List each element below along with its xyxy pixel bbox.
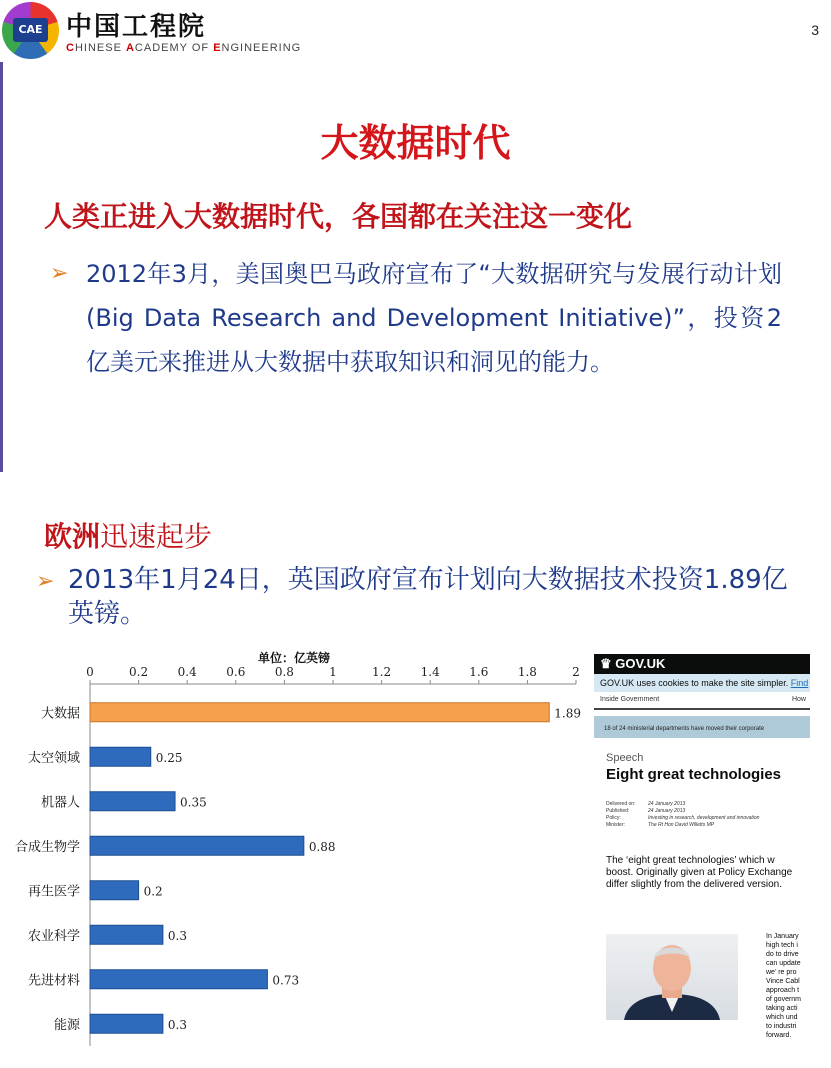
section1-paragraph [50,252,782,384]
crown-icon: ♛ [600,656,616,671]
value-label: 0.35 [180,795,207,810]
gov-notice-strip: 18 of 24 ministerial departments have moved their corporate [594,716,810,738]
category-label: 再生医学 [27,884,80,900]
value-label: 1.89 [554,706,581,721]
portrait-photo [606,934,738,1020]
chart-unit-label: 单位：亿英镑 [258,651,331,665]
gov-header: ♛ GOV.UK [594,654,810,674]
x-tick-label: 1 [329,665,337,679]
page-number: 3 [811,22,819,38]
nav-inside-government[interactable]: Inside Government [600,696,660,703]
section1-heading: 人类正进入大数据时代，各国都在关注这一变化 [44,200,633,233]
section1-text: 2012年3月，美国奥巴马政府宣布了“大数据研究与发展行动计划 (Big Data Research and Development Initiative)”，投资2亿美元来推进从大数据中获取知识和洞见的能力。 [86,260,782,376]
bar [90,836,304,855]
gov-type-label: Speech [606,752,644,764]
bar [90,970,267,989]
category-label: 先进材料 [27,973,80,989]
cookie-banner: GOV.UK uses cookies to make the site simpler. Find [594,674,810,692]
x-tick-label: 1.4 [420,665,440,679]
bar [90,1014,163,1033]
cae-logo [2,2,59,59]
gov-lead: The ‘eight great technologies’ which w boost. Originally given at Policy Exchange differ slightly from the delivered version. [606,855,793,890]
category-label: 机器人 [40,795,80,811]
gov-uk-screenshot [594,654,810,1064]
bar [90,925,163,944]
bar [90,881,139,900]
slide-title: 大数据时代 [320,121,511,165]
value-label: 0.3 [167,1017,187,1032]
x-tick-label: 0.8 [274,665,294,679]
gov-nav [594,692,810,710]
cae-logo-text: CAE [13,18,48,42]
investment-bar-chart [0,664,590,1064]
x-tick-label: 1.6 [469,665,489,679]
value-label: 0.88 [308,839,336,854]
x-tick-label: 0.4 [177,665,197,679]
value-label: 0.2 [143,884,163,899]
value-label: 0.25 [155,750,183,765]
gov-side-text: In January high tech i do to drive can update we’ re pro Vince Cabl approach t of governm taking acti which und to industri forward. [766,933,802,1039]
org-name-cn: 中国工程院 [66,12,207,42]
x-tick-label: 0.2 [129,665,149,679]
x-tick-label: 1.8 [517,665,537,679]
org-name-en: CHINESE ACADEMY OF ENGINEERING [66,42,302,54]
person-portrait-icon [606,934,738,1020]
value-label: 0.73 [272,973,300,988]
value-label: 0.3 [167,928,187,943]
x-tick-label: 0.6 [226,665,246,679]
x-tick-label: 2 [572,665,580,679]
category-label: 大数据 [40,706,80,722]
cookie-link[interactable]: Find [790,678,809,688]
section2-heading: 欧洲迅速起步 [44,520,213,553]
x-tick-label: 1.2 [372,665,392,679]
gov-meta: Delivered on: 24 January 2013 Published: 24 January 2013 Policy: Investing in research, development and innovation Minister: The Rt Hon David Willetts MP [606,801,760,828]
nav-how[interactable]: How [791,696,806,703]
category-label: 太空领域 [27,750,80,766]
gov-headline: Eight great technologies [606,766,782,783]
arrow-bullet-icon: ➢ [36,569,55,594]
bar [90,792,175,811]
x-tick-label: 0 [86,665,94,679]
bar [90,703,549,722]
bar [90,747,151,766]
section2-text: 2013年1月24日，英国政府宣布计划向大数据技术投资1.89亿英镑。 [68,565,788,629]
category-label: 能源 [53,1017,80,1033]
section2-paragraph [36,563,806,631]
category-label: 农业科学 [27,928,80,944]
category-label: 合成生物学 [14,839,80,855]
arrow-bullet-icon: ➢ [50,261,69,286]
